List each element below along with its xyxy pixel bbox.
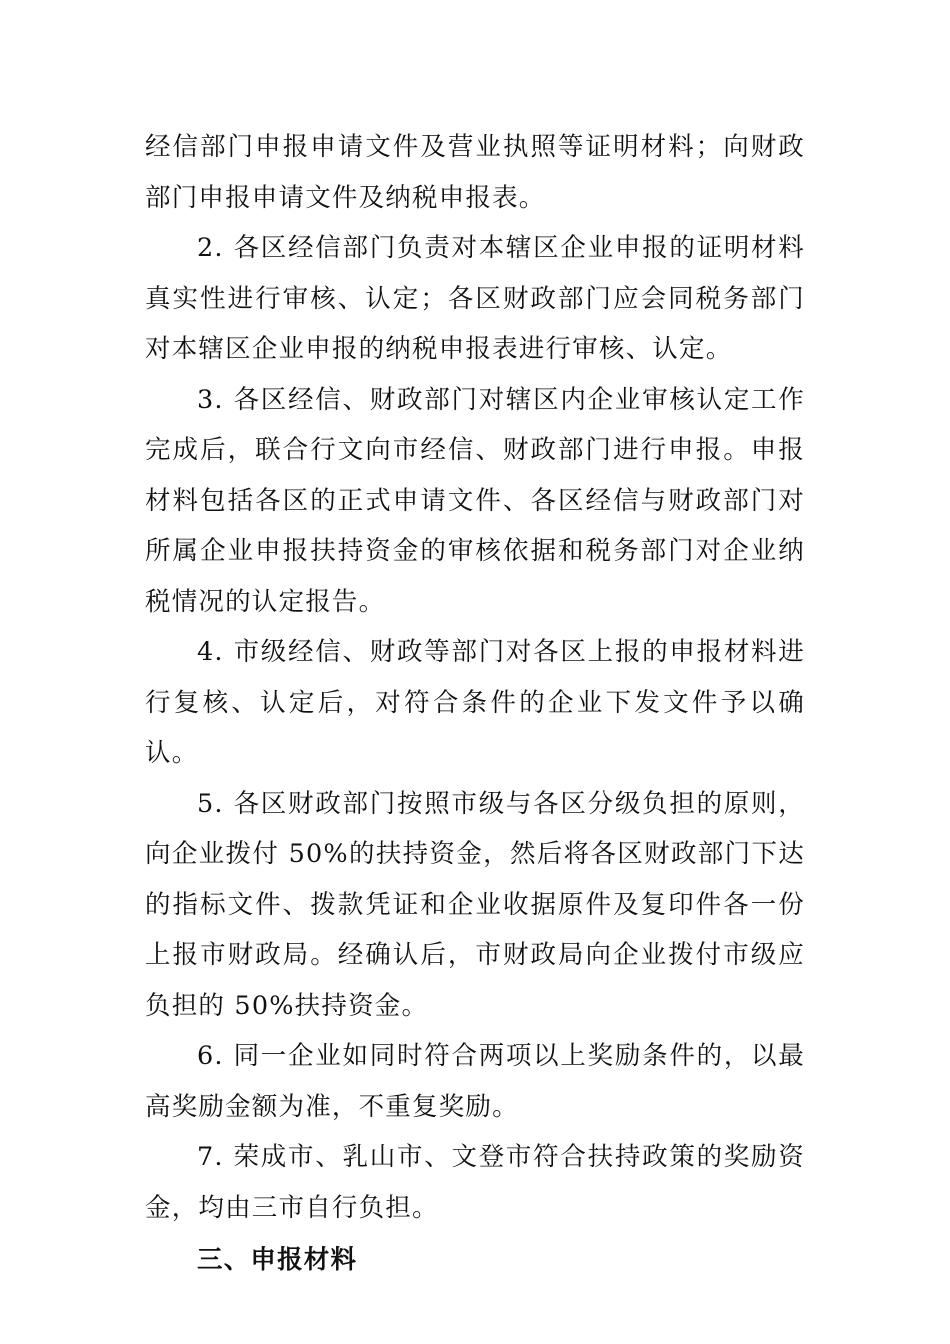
paragraph-continuation: 经信部门申报申请文件及营业执照等证明材料；向财政部门申报申请文件及纳税申报表。 [145,132,805,213]
paragraph-item-3: 3. 各区经信、财政部门对辖区内企业审核认定工作完成后，联合行文向市经信、财政部门进行申报。申报材料包括各区的正式申请文件、各区经信与财政部门对所属企业申报扶持资金的审核依据和税务部门对企业纳税情况的认定报告。 [145,384,805,617]
paragraph-item-5: 5. 各区财政部门按照市级与各区分级负担的原则，向企业拨付 50%的扶持资金，然后将各区财政部门下达的指标文件、拨款凭证和企业收据原件及复印件各一份上报市财政局。经确认后，市财政局向企业拨付市级应负担的 50%扶持资金。 [145,788,805,1021]
paragraph-item-2: 2. 各区经信部门负责对本辖区企业申报的证明材料真实性进行审核、认定；各区财政部门应会同税务部门对本辖区企业申报的纳税申报表进行审核、认定。 [145,233,805,364]
paragraph-item-4: 4. 市级经信、财政等部门对各区上报的申报材料进行复核、认定后，对符合条件的企业下发文件予以确认。 [145,637,805,768]
section-heading: 三、申报材料 [197,1245,358,1275]
paragraph-item-7: 7. 荣成市、乳山市、文登市符合扶持政策的奖励资金，均由三市自行负担。 [145,1142,805,1223]
document-page [145,122,805,1286]
paragraph-item-6: 6. 同一企业如同时符合两项以上奖励条件的，以最高奖励金额为准，不重复奖励。 [145,1041,805,1122]
